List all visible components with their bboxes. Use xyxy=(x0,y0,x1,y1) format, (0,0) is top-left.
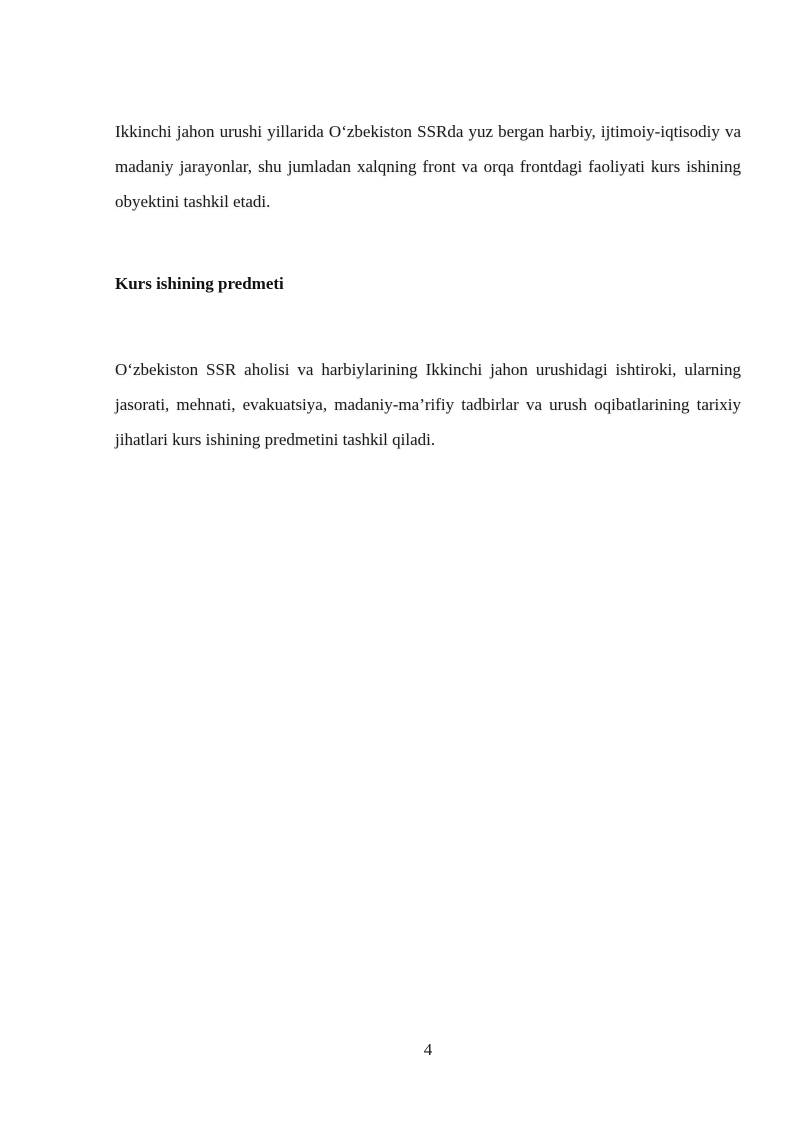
page-number: 4 xyxy=(423,1040,433,1059)
object-paragraph: Ikkinchi jahon urushi yillarida O‘zbekiston SSRda yuz bergan harbiy, ijtimoiy-iqtisodiy va madaniy jarayonlar, shu jumladan xalqning front va orqa frontdagi faoliyati kurs ishining obyektini tashkil etadi. xyxy=(115,122,741,211)
subject-paragraph: O‘zbekiston SSR aholisi va harbiylarining Ikkinchi jahon urushidagi ishtiroki, ularning jasorati, mehnati, evakuatsiya, madaniy-ma’rifiy tadbirlar va urush oqibatlarining tarixiy jihatlari kurs ishining predmetini tashkil qiladi. xyxy=(115,360,741,449)
subject-heading: Kurs ishining predmeti xyxy=(115,274,284,293)
